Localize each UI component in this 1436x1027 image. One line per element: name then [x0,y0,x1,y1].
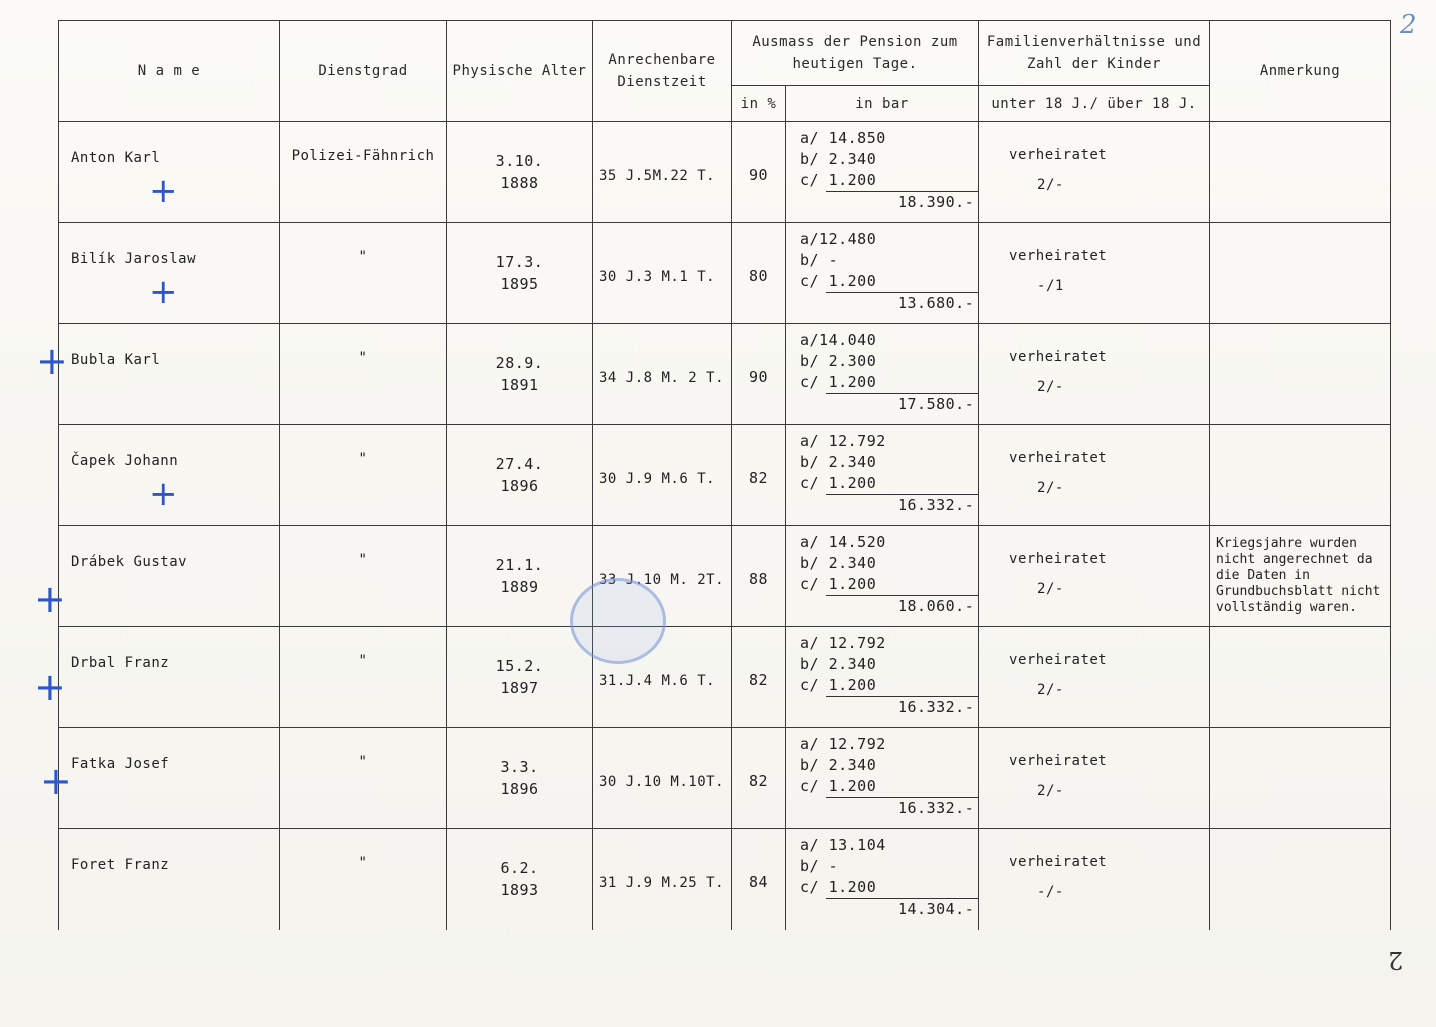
cell-pension [786,627,979,728]
header-family: Familienverhältnisse und Zahl der Kinder [979,21,1210,86]
pension-total: 17.580.- [826,393,978,415]
header-service: Anrechenbare Dienstzeit [593,21,732,122]
birth-year: 1891 [500,376,539,394]
children-count: -/- [1037,884,1064,900]
cell-service: 31 J.9 M.25 T. [593,829,732,930]
children-count: 2/- [1037,379,1064,395]
cell-percent: 82 [732,627,786,728]
margin-cross-mark: + [34,577,66,621]
header-remark: Anmerkung [1210,21,1391,122]
margin-cross-mark: + [40,759,72,803]
header-name: N a m e [59,21,280,122]
person-name: Drábek Gustav [71,554,188,570]
cell-remark [1210,829,1391,930]
pension-b: b/ 2.340 [800,150,877,168]
pension-a: a/ 14.520 [800,533,886,551]
pension-b: b/ 2.340 [800,756,877,774]
table-row [59,627,1391,728]
person-name: Bilík Jaroslaw [71,251,197,267]
pension-a: a/12.480 [800,230,877,248]
marital-status: verheiratet [1009,248,1108,264]
birth-date: 15.2. [495,657,544,675]
marital-status: verheiratet [1009,753,1108,769]
pension-c: c/ 1.200 [800,777,877,795]
cell-name [59,324,280,425]
header-family-sub: unter 18 J./ über 18 J. [979,86,1210,122]
pension-b: b/ - [800,251,839,269]
cell-service: 31.J.4 M.6 T. [593,627,732,728]
cell-birth [447,122,593,223]
pension-c: c/ 1.200 [800,171,877,189]
cell-pension [786,223,979,324]
pension-c: c/ 1.200 [800,676,877,694]
cell-pension [786,122,979,223]
table-row [59,829,1391,930]
pension-b: b/ 2.340 [800,453,877,471]
cell-grade: " [280,223,447,324]
page-number-bottom: 2 [1388,946,1404,974]
cell-service: 34 J.8 M. 2 T. [593,324,732,425]
cell-grade: Polizei-Fähnrich [280,122,447,223]
cell-grade: " [280,728,447,829]
birth-year: 1897 [500,679,539,697]
birth-year: 1896 [500,477,539,495]
cross-mark-icon: + [149,474,178,514]
cell-grade: " [280,829,447,930]
cell-grade: " [280,324,447,425]
cell-remark [1210,425,1391,526]
cell-name [59,122,280,223]
cell-grade: " [280,425,447,526]
person-name: Čapek Johann [71,453,179,469]
cell-family [979,324,1210,425]
cell-pension [786,324,979,425]
cell-family [979,627,1210,728]
marital-status: verheiratet [1009,349,1108,365]
cross-mark-icon: + [149,171,178,211]
pension-b: b/ 2.340 [800,655,877,673]
pension-total: 14.304.- [826,898,978,920]
cell-remark [1210,223,1391,324]
margin-cross-mark: + [34,665,66,709]
children-count: 2/- [1037,177,1064,193]
pension-c: c/ 1.200 [800,474,877,492]
cell-name [59,526,280,627]
cross-mark-icon: + [149,272,178,312]
cell-pension [786,728,979,829]
header-grade: Dienstgrad [280,21,447,122]
marital-status: verheiratet [1009,147,1108,163]
header-pension: Ausmass der Pension zum heutigen Tage. [732,21,979,86]
birth-date: 3.10. [495,152,544,170]
pension-a: a/ 12.792 [800,735,886,753]
pension-a: a/ 13.104 [800,836,886,854]
cell-service: 30 J.10 M.10T. [593,728,732,829]
pension-table [58,20,1391,930]
birth-year: 1895 [500,275,539,293]
pension-total: 18.060.- [826,595,978,617]
marital-status: verheiratet [1009,854,1108,870]
cell-percent: 80 [732,223,786,324]
pension-a: a/ 12.792 [800,634,886,652]
cell-family [979,425,1210,526]
table-row [59,223,1391,324]
cell-percent: 90 [732,122,786,223]
pension-c: c/ 1.200 [800,272,877,290]
person-name: Fatka Josef [71,756,170,772]
cell-birth [447,324,593,425]
pension-a: a/14.040 [800,331,877,349]
cell-family [979,223,1210,324]
children-count: -/1 [1037,278,1064,294]
birth-date: 17.3. [495,253,544,271]
cell-service: 30 J.3 M.1 T. [593,223,732,324]
header-pension-pct: in % [732,86,786,122]
cell-service: 30 J.9 M.6 T. [593,425,732,526]
pension-c: c/ 1.200 [800,878,877,896]
cell-birth [447,728,593,829]
children-count: 2/- [1037,783,1064,799]
pension-b: b/ 2.300 [800,352,877,370]
cell-remark [1210,627,1391,728]
birth-date: 21.1. [495,556,544,574]
birth-year: 1889 [500,578,539,596]
birth-date: 28.9. [495,354,544,372]
table-row [59,425,1391,526]
pension-c: c/ 1.200 [800,373,877,391]
children-count: 2/- [1037,682,1064,698]
pension-c: c/ 1.200 [800,575,877,593]
cell-percent: 84 [732,829,786,930]
marital-status: verheiratet [1009,652,1108,668]
page-number-top: 2 [1400,10,1417,40]
person-name: Foret Franz [71,857,170,873]
official-stamp [570,578,666,664]
pension-a: a/ 14.850 [800,129,886,147]
cell-name [59,425,280,526]
pension-b: b/ 2.340 [800,554,877,572]
cell-birth [447,627,593,728]
cell-percent: 90 [732,324,786,425]
birth-year: 1888 [500,174,539,192]
cell-remark [1210,324,1391,425]
header-pension-cash: in bar [786,86,979,122]
pension-a: a/ 12.792 [800,432,886,450]
cell-service: 33 J.10 M. 2T. [593,526,732,627]
cell-family [979,829,1210,930]
marital-status: verheiratet [1009,450,1108,466]
pension-total: 16.332.- [826,494,978,516]
cell-name [59,627,280,728]
cell-remark [1210,122,1391,223]
margin-cross-mark: + [36,339,68,383]
cell-name [59,829,280,930]
children-count: 2/- [1037,480,1064,496]
cell-remark: Kriegsjahre wurden nicht angerechnet da die Daten in Grundbuchsblatt nicht vollständig waren. [1210,526,1391,627]
children-count: 2/- [1037,581,1064,597]
table-row [59,526,1391,627]
table-row [59,728,1391,829]
pension-total: 16.332.- [826,797,978,819]
cell-family [979,122,1210,223]
pension-total: 16.332.- [826,696,978,718]
cell-birth [447,425,593,526]
cell-pension [786,526,979,627]
pension-total: 13.680.- [826,292,978,314]
birth-date: 3.3. [500,758,539,776]
cell-grade: " [280,627,447,728]
person-name: Anton Karl [71,150,161,166]
cell-grade: " [280,526,447,627]
pension-b: b/ - [800,857,839,875]
cell-name [59,223,280,324]
cell-pension [786,829,979,930]
cell-percent: 88 [732,526,786,627]
cell-percent: 82 [732,728,786,829]
cell-pension [786,425,979,526]
cell-percent: 82 [732,425,786,526]
cell-remark [1210,728,1391,829]
cell-name [59,728,280,829]
table-row [59,324,1391,425]
pension-total: 18.390.- [826,191,978,213]
marital-status: verheiratet [1009,551,1108,567]
birth-year: 1896 [500,780,539,798]
birth-date: 27.4. [495,455,544,473]
header-age: Physische Alter [447,21,593,122]
cell-birth [447,829,593,930]
person-name: Drbal Franz [71,655,170,671]
cell-service: 35 J.5M.22 T. [593,122,732,223]
table-row [59,122,1391,223]
birth-year: 1893 [500,881,539,899]
cell-family [979,526,1210,627]
cell-birth [447,223,593,324]
cell-family [979,728,1210,829]
person-name: Bubla Karl [71,352,161,368]
birth-date: 6.2. [500,859,539,877]
